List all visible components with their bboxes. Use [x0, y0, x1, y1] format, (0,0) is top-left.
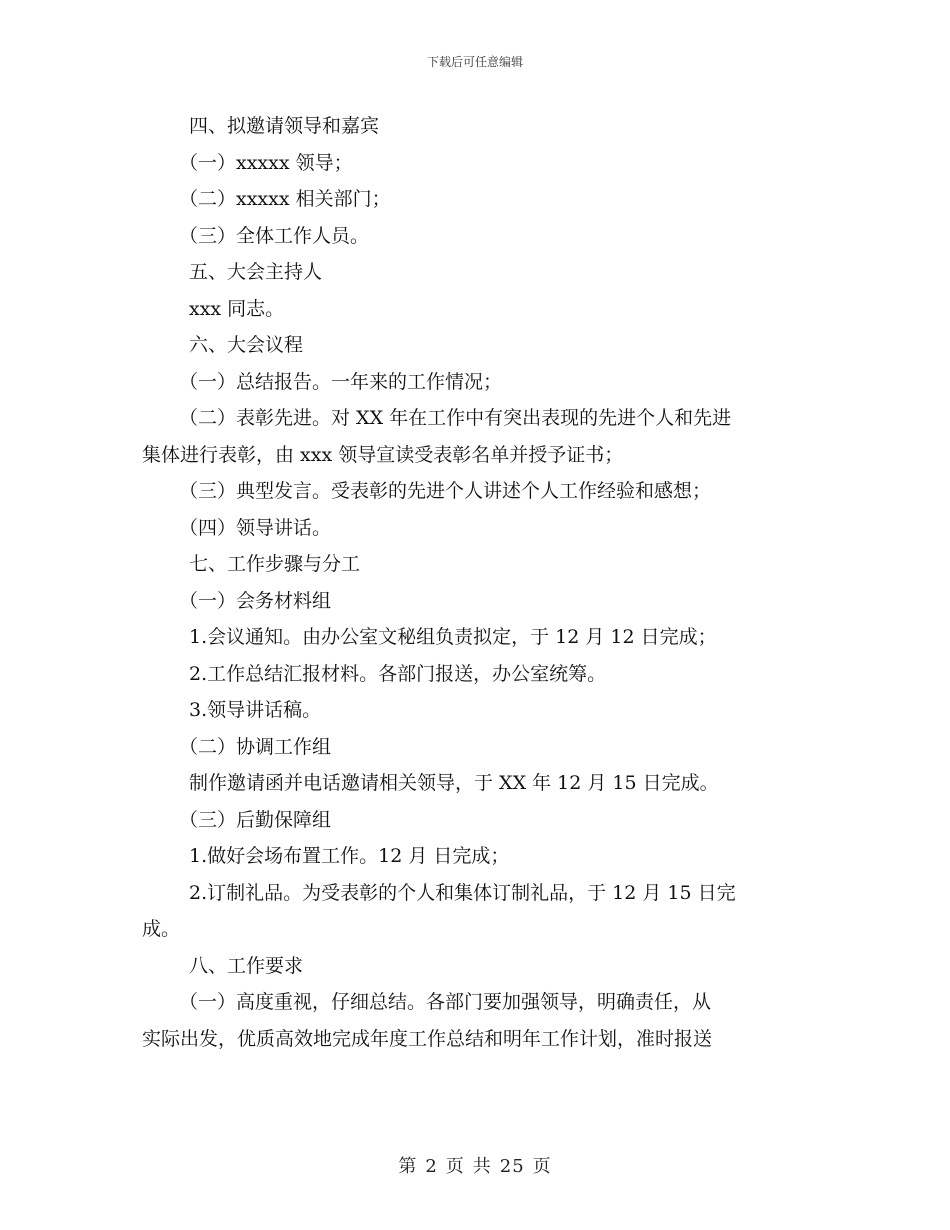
document-line: 七、工作步骤与分工 — [189, 553, 361, 575]
document-line: 2.订制礼品。为受表彰的个人和集体订制礼品，于 12 月 15 日完 — [189, 881, 736, 904]
document-line: （二）协调工作组 — [179, 735, 332, 758]
document-line: 制作邀请函并电话邀请相关领导，于 XX 年 12 月 15 日完成。 — [189, 772, 719, 794]
document-line: 八、工作要求 — [189, 954, 304, 977]
document-line: （三）全体工作人员。 — [179, 224, 370, 247]
document-line: 1.做好会场布置工作。12 月 日完成； — [189, 845, 510, 867]
page-footer — [0, 1152, 950, 1178]
document-line: 2.工作总结汇报材料。各部门报送，办公室统筹。 — [189, 662, 607, 685]
document-line: 四、拟邀请领导和嘉宾 — [189, 115, 380, 137]
document-line: 五、大会主持人 — [189, 261, 323, 283]
document-line: 成。 — [142, 918, 181, 940]
document-line: 1.会议通知。由办公室文秘组负责拟定，于 12 月 12 日完成； — [189, 626, 717, 648]
document-line: 集体进行表彰，由 xxx 领导宣读受表彰名单并授予证书； — [142, 443, 624, 466]
document-line: （四）领导讲话。 — [179, 516, 332, 539]
document-line: （一）xxxxx 领导； — [179, 151, 353, 174]
document-line: （三）后勤保障组 — [179, 808, 332, 831]
document-body — [142, 108, 808, 1057]
footer-prefix: 第 — [398, 1156, 418, 1177]
document-line: 实际出发，优质高效地完成年度工作总结和明年工作计划，准时报送 — [142, 1027, 713, 1050]
document-line: xxx 同志。 — [189, 297, 285, 320]
document-line: （二）表彰先进。对 XX 年在工作中有突出表现的先进个人和先进 — [179, 407, 732, 429]
document-line: （二）xxxxx 相关部门； — [179, 188, 391, 210]
footer-page-number: 2 — [425, 1156, 438, 1177]
document-line: 六、大会议程 — [189, 334, 304, 356]
document-line: （一）高度重视，仔细总结。各部门要加强领导，明确责任，从 — [179, 991, 712, 1013]
document-line: 3.领导讲话稿。 — [189, 699, 322, 721]
document-line: （一）总结报告。一年来的工作情况； — [179, 370, 503, 393]
document-line: （三）典型发言。受表彰的先进个人讲述个人工作经验和感想； — [179, 480, 712, 502]
page-header: 下载后可任意编辑 — [426, 55, 523, 69]
document-line: （一）会务材料组 — [179, 589, 332, 612]
footer-total-pages: 25 — [499, 1156, 525, 1177]
footer-page-label: 页 — [445, 1156, 465, 1177]
footer-total-label: 共 — [472, 1156, 492, 1177]
footer-suffix: 页 — [532, 1156, 552, 1177]
